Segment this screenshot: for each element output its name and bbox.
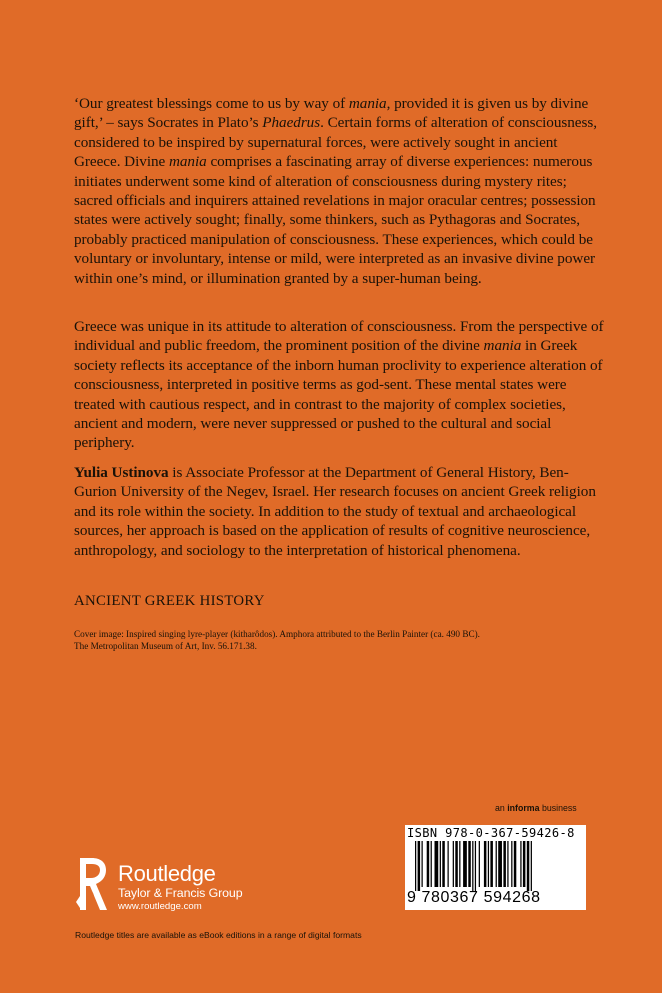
barcode-bar <box>531 841 532 891</box>
barcode-bar <box>523 841 526 887</box>
barcode-bar <box>514 841 517 887</box>
barcode-bar <box>511 841 512 887</box>
ebook-note: Routledge titles are available as eBook editions in a range of digital formats <box>75 930 362 940</box>
barcode-bar <box>488 841 489 887</box>
isbn-barcode <box>405 825 586 910</box>
barcode-bars <box>413 841 581 891</box>
barcode-bar <box>527 841 530 891</box>
barcode-bar <box>459 841 460 887</box>
p2-text-2: in Greek society reflects its acceptance of the inborn human proclivity to experience alteration of consciousness, interpreted in positive terms as god-sent. These mental states were treated with cautious respect, and in contrast to the majority of complex societies, ancient and modern, were never suppressed or pushed to the cultural and social periphery. <box>74 337 603 452</box>
p1-italic-mania-1: mania <box>348 95 387 112</box>
cover-credit-line-2: The Metropolitan Museum of Art, Inv. 56.171.38. <box>74 641 257 651</box>
p1-italic-mania-2: mania <box>168 153 207 171</box>
p1-italic-phaedrus: Phaedrus <box>262 114 321 132</box>
publisher-name: Routledge <box>118 861 216 886</box>
barcode-bar <box>415 841 416 891</box>
routledge-logo-icon <box>76 856 110 912</box>
blurb-paragraph-2 <box>74 317 604 453</box>
p1-text-2: , provided it is given us by divine gift,’ – says Socrates in Plato’s <box>74 95 589 132</box>
informa-suffix: business <box>539 803 577 813</box>
barcode-bar <box>463 841 467 887</box>
barcode-bar <box>496 841 497 887</box>
barcode-bar <box>484 841 487 887</box>
barcode-bar <box>520 841 521 887</box>
p1-text-3: . Certain forms of alteration of consciousness, considered to be inspired by supernatural forces, were actively sought in ancient Greece. Divine <box>74 114 597 171</box>
p1-text-4: comprises a fascinating array of diverse experiences: numerous initiates underwent some kind of alteration of consciousness during mystery rites; sacred officials and inquirers attained revelations in major oracular centres; possession states were actively sought; finally, some thinkers, such as Pythagoras and Socrates, probably practiced manipulation of consciousness. These experiences, which could be voluntary or involuntary, intense or mild, were interpreted as an invasive divine power within one’s mind, or illumination granted by a super-human being. <box>74 153 596 287</box>
barcode-digits: 9 780367 594268 <box>407 889 541 906</box>
barcode-bar <box>479 841 480 887</box>
informa-tagline <box>495 803 577 813</box>
barcode-bar <box>490 841 493 887</box>
author-bio-text: is Associate Professor at the Department of General History, Ben-Gurion University of the Negev, Israel. Her research focuses on ancient Greek religion and its role within the society. In addition to the study of textual and archaeological sources, her approach is based on the application of results of cognitive neuroscience, anthropology, and sociology to the interpretation of historical phenomena. <box>74 464 596 559</box>
blurb-paragraph-1 <box>74 94 604 288</box>
publisher-group: Taylor & Francis Group <box>118 886 243 900</box>
p2-italic-mania: mania <box>483 337 522 355</box>
barcode-bar <box>507 841 508 887</box>
p2-text-1: Greece was unique in its attitude to alteration of consciousness. From the perspective of individual and public freedom, the prominent position of the divine <box>74 318 604 355</box>
author-name: Yulia Ustinova <box>74 464 169 481</box>
barcode-bar <box>440 841 441 887</box>
isbn-text: ISBN 978-0-367-59426-8 <box>407 826 575 840</box>
barcode-bar <box>503 841 506 887</box>
author-bio <box>74 463 604 560</box>
barcode-bar <box>442 841 445 887</box>
p1-text-1: ‘Our greatest blessings come to us by way of <box>74 95 349 112</box>
barcode-bar <box>427 841 430 887</box>
barcode-bar <box>418 841 421 891</box>
barcode-bar <box>455 841 458 887</box>
barcode-bar <box>498 841 502 887</box>
informa-brand: informa <box>507 803 540 813</box>
informa-prefix: an <box>495 803 508 813</box>
subject-category: ANCIENT GREEK HISTORY <box>74 593 265 609</box>
barcode-bar <box>468 841 471 887</box>
barcode-bar <box>422 841 423 887</box>
barcode-bar <box>472 841 473 891</box>
cover-credit-line-1: Cover image: Inspired singing lyre-player (kitharôdos). Amphora attributed to the Berlin Painter (ca. 490 BC). <box>74 629 480 639</box>
barcode-bar <box>431 841 432 887</box>
barcode-bar <box>435 841 439 887</box>
cover-credit <box>74 628 614 652</box>
barcode-bar <box>475 841 476 891</box>
barcode-bar <box>453 841 454 887</box>
publisher-url[interactable]: www.routledge.com <box>118 901 202 912</box>
publisher-wordmark <box>118 862 243 913</box>
barcode-bar <box>448 841 449 887</box>
